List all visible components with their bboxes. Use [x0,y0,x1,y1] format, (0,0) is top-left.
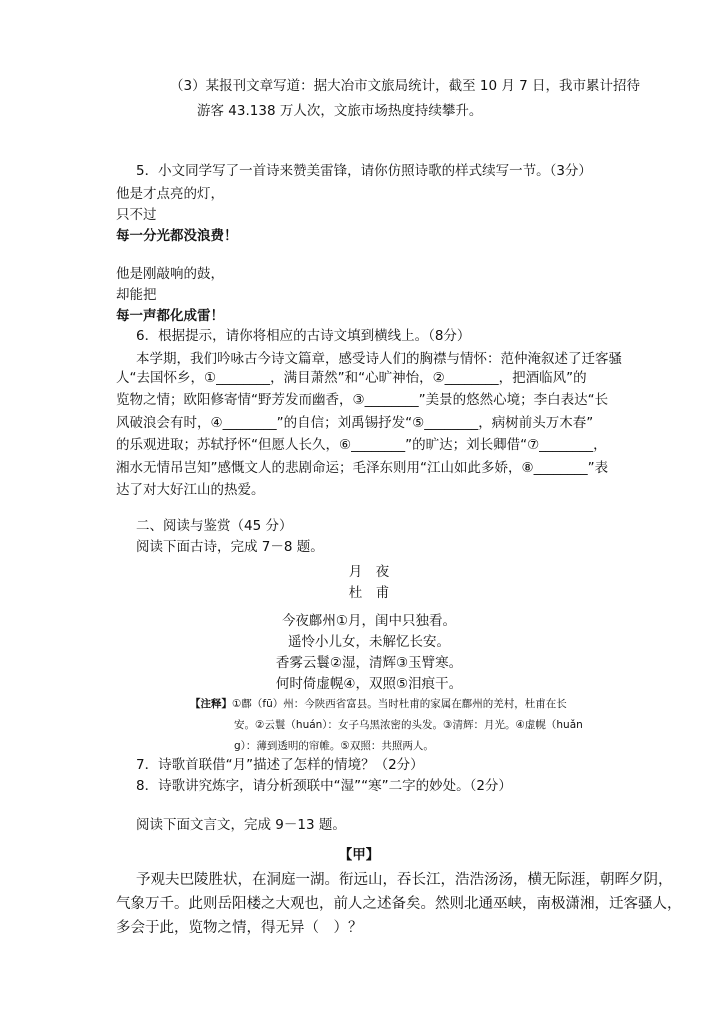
q6-line: 的乐观进取；苏轼抒怀“但愿人长久，⑥________”的旷达；刘长卿借“⑦________， [116,437,607,453]
q6-line: 人“去国怀乡，①________，满目萧然”和“心旷神怡，②________，把酒临风”的 [116,370,587,386]
q6-line: 达了对大好江山的热爱。 [116,482,265,498]
section-heading: 二、阅读与鉴赏（45 分） [136,518,293,534]
q8-prompt: 8．诗歌讲究炼字，请分析颈联中“湿”“寒”二字的妙处。（2分） [136,778,512,794]
q7-prompt: 7．诗歌首联借“月”描述了怎样的情境？（2分） [136,757,424,773]
poem-note-line: g）：薄到透明的帘帷。⑤双照：共照两人。 [234,740,434,752]
poem-note-line: 安。②云鬟（huán）：女子乌黑浓密的头发。③清辉：月光。④虚幌（huǎn [234,719,583,731]
q3-line-1: （3）某报刊文章写道：据大冶市文旅局统计，截至 10 月 7 日，我市累计招待 [170,78,641,94]
poem-note-label: 【注释】 [190,698,232,710]
q5-poem-line: 他是才点亮的灯， [116,186,224,202]
q5-poem-line: 每一声都化成雷！ [116,308,224,324]
classical-line: 多会于此，览物之情，得无异（ ）？ [116,920,363,936]
classical-line: 气象万千。此则岳阳楼之大观也，前人之述备矣。然则北通巫峡，南极潇湘，迁客骚人， [116,896,682,912]
poem-note-line [190,695,567,714]
q6-line: 湘水无情吊岂知”感慨文人的悲剧命运；毛泽东则用“江山如此多娇，⑧________”表 [116,460,609,476]
section-instruction: 阅读下面古诗，完成 7－8 题。 [136,539,324,555]
q6-line: 览物之情；欧阳修寄情“野芳发而幽香，③________”美景的悠然心境；李白表达“长 [116,392,609,408]
q6-prompt: 6．根据提示，请你将相应的古诗文填到横线上。（8分） [136,328,471,344]
q5-poem-line: 每一分光都没浪费！ [116,228,238,244]
poem-line: 何时倚虚幌④，双照⑤泪痕干。 [275,676,463,692]
poem-line: 香雾云鬟②湿，清辉③玉臂寒。 [275,655,463,671]
q5-prompt: 5．小文同学写了一首诗来赞美雷锋，请你仿照诗歌的样式续写一节。（3分） [136,163,592,179]
poem-title: 月 夜 [348,564,390,580]
poem-author: 杜 甫 [348,585,390,601]
classical-line: 予观夫巴陵胜状，在洞庭一湖。衔远山，吞长江，浩浩汤汤，横无际涯，朝晖夕阴， [136,872,673,888]
q3-line-2: 游客 43.138 万人次，文旅市场热度持续攀升。 [197,103,483,119]
poem-line: 遥怜小儿女，未解忆长安。 [288,634,450,650]
classical-instruction: 阅读下面文言文，完成 9－13 题。 [136,817,346,833]
q6-line: 本学期，我们吟咏古今诗文篇章，感受诗人们的胸襟与情怀：范仲淹叙述了迁客骚 [136,351,622,367]
q5-poem-line: 只不过 [116,207,157,223]
poem-note-text: ①鄜（fū）州：今陕西省富县。当时杜甫的家属在鄜州的羌村，杜甫在长 [232,698,567,710]
jia-label: 【甲】 [338,847,380,863]
q5-poem-line: 他是刚敲响的鼓， [116,266,224,282]
poem-line: 今夜鄜州①月，闺中只独看。 [281,613,457,629]
q5-poem-line: 却能把 [116,287,157,303]
q6-line: 风破浪会有时，④________”的自信；刘禹锡抒发“⑤________，病树前头万木春” [116,415,594,431]
